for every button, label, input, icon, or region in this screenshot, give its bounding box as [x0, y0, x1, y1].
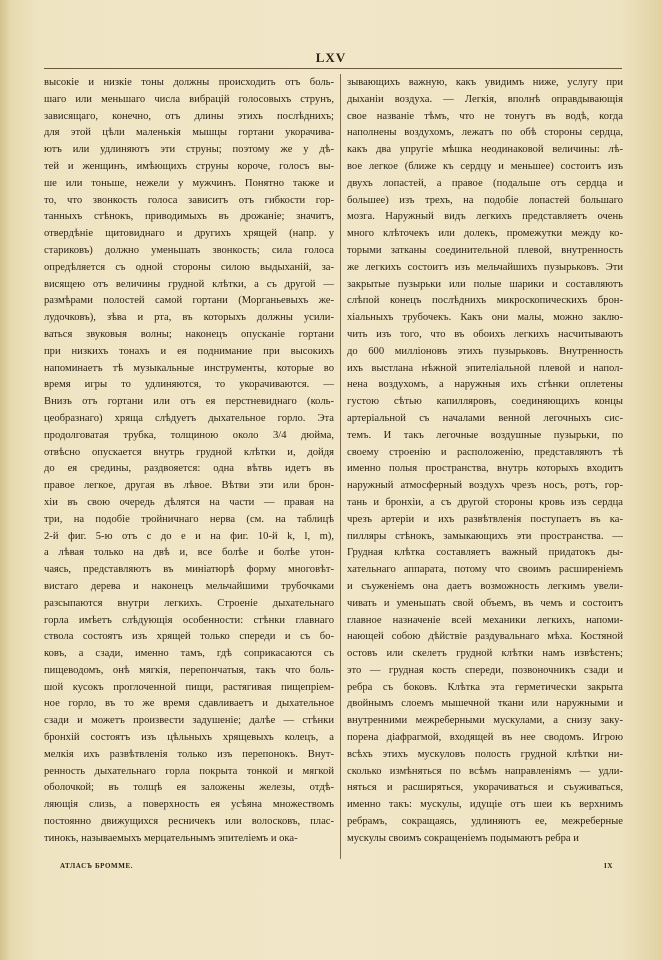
text-line: то, что звонкость голоса зависитъ отъ гибкости гор-: [44, 194, 334, 206]
text-line: опредѣляется съ одной стороны силою выдыханій, за-: [44, 261, 334, 273]
text-line: всѣхъ этихъ мускуловъ полость грудной клѣтки ни-: [347, 748, 623, 760]
text-line: вое легкое (ближе къ сердцу и меньшее) состоитъ изъ: [347, 160, 623, 172]
text-line: висящею отъ величины грудной клѣтки, а съ другой —: [44, 278, 334, 290]
text-line: няться и расширяться, укорачиваться и съуживаться,: [347, 782, 623, 794]
text-line: ковъ, а сзади, именно тамъ, гдѣ соприкасаются съ: [44, 648, 334, 660]
text-line: главное назначеніе всей механики легкихъ, напоми-: [347, 614, 623, 626]
text-line: отвердѣніе щитовиднаго и другихъ хрящей (напр. у: [44, 228, 334, 240]
text-line: время игры то удлиняются, то укорачиваются. —: [44, 379, 334, 391]
text-line: нена воздухомъ, а наружныя ихъ стѣнки оплетены: [347, 379, 623, 391]
text-line: большее) изъ трехъ, на подобіе лопастей большаго: [347, 194, 623, 206]
text-line: мозга. Наружный видъ легкихъ представляетъ очень: [347, 211, 623, 223]
header-rule: [44, 68, 622, 69]
text-line: дыханіи воздуха. — Легкія, вполнѣ оправдывающія: [347, 93, 623, 105]
text-line: Внизъ отъ гортани или отъ ея перстневиднаго (коль-: [44, 396, 334, 408]
column-divider: [340, 74, 341, 859]
text-line: чить изъ того, что въ обоихъ легкихъ насчитываютъ: [347, 328, 623, 340]
text-line: зывающихъ важную, какъ увидимъ ниже, услугу при: [347, 77, 623, 88]
footer-sheet-number: IX: [604, 862, 613, 870]
text-line: остовъ или скелетъ грудной клѣтки намъ извѣстенъ;: [347, 648, 623, 660]
text-line: зависящаго, конечно, отъ длины этихъ послѣднихъ;: [44, 110, 334, 122]
text-line: же легкихъ состоитъ изъ мельчайшихъ пузырьковъ. Эти: [347, 261, 623, 273]
text-line: ребрамъ, сокращаясь, удлиняютъ ее, межреберные: [347, 816, 623, 828]
text-line: это — грудная кость спереди, позвоночникъ сзади и: [347, 664, 623, 676]
text-line: артеріальной съ началами венной легочныхъ сис-: [347, 412, 623, 424]
text-line: чаясь, представляютъ въ миніатюрѣ форму многовѣт-: [44, 564, 334, 576]
text-line: правое легкое, другая въ лѣвое. Вѣтви эти или брон-: [44, 480, 334, 492]
text-line: мелкія ихъ развѣтвленія только изъ перепонокъ. Внут-: [44, 748, 334, 760]
text-line: какъ два упругіе мѣшка неодинаковой величины: лѣ-: [347, 144, 623, 156]
text-line: пищеводомъ, онѣ мягкія, перепончатыя, такъ что боль-: [44, 664, 334, 676]
text-line: чивать и уменьшать свой объемъ, въ чемъ и состоитъ: [347, 597, 623, 609]
text-line: отвѣсно опускается внутрь грудной клѣтки и, дойдя: [44, 446, 334, 458]
text-line: 2-й фиг. 5-ю отъ с до е и на фиг. 10-й k, l, m),: [44, 530, 334, 542]
text-line: наполнены воздухомъ, лежатъ по обѣ стороны сердца,: [347, 127, 623, 139]
text-line: пилляры стѣнокъ, замыкающихъ эти пространства. —: [347, 530, 623, 542]
text-line: много клѣточекъ или долекъ, промежутки между ко-: [347, 228, 623, 240]
text-line: свое названіе тѣмъ, что не тонутъ въ водѣ, когда: [347, 110, 623, 122]
text-line: мускулы своимъ сокращеніемъ подымаютъ ребра и: [347, 832, 579, 844]
text-line: разсыпаются внутри легкихъ. Строеніе дыхательнаго: [44, 597, 334, 609]
text-line: напоминаетъ тѣ музыкальные инструменты, которые во: [44, 362, 334, 374]
text-line: тинокъ, называемыхъ мерцательнымъ эпителіемъ и ока-: [44, 832, 298, 844]
text-line: до ея средины, раздвояется: одна вѣтвь идетъ въ: [44, 463, 334, 475]
text-line: при низкихъ тонахъ и ея поднимание при высокихъ: [44, 345, 334, 357]
text-line: своему строенію и расположенію, представляютъ тѣ: [347, 446, 623, 458]
text-line: горла имѣетъ слѣдующія особенности: стѣнки главнаго: [44, 614, 334, 626]
text-line: шаго или меньшаго числа вибрацій голосовыхъ струнъ,: [44, 93, 334, 105]
text-line: чрезъ артеріи и ихъ развѣтвленія поступаетъ въ ка-: [347, 513, 623, 525]
text-line: хательнаго аппарата, потому что своимъ расширеніемъ: [347, 564, 623, 576]
text-line: а лѣвая только на двѣ и, все болѣе и болѣе утон-: [44, 547, 334, 559]
page-binding-shadow: [0, 0, 10, 960]
text-line: густою сѣтью капилляровъ, соединяющихъ концы: [347, 396, 623, 408]
text-line: ваться звуковыя волны; наконецъ опусканіе гортани: [44, 328, 334, 340]
text-line: ребра съ боковъ. Клѣтка эта герметически закрыта: [347, 681, 623, 693]
text-line: порена діафрагмой, входящей въ нее сводомъ. Игрою: [347, 732, 623, 744]
text-line: ренность дыхательнаго горла покрыта тонкой и мягкой: [44, 765, 334, 777]
text-line: нающей собою дѣйствіе раздувальнаго мѣха. Костяной: [347, 631, 623, 643]
text-line: именно такъ: мускулы, идущіе отъ шеи къ верхнимъ: [347, 799, 623, 811]
text-line: ютъ или удлиняютъ эти струны; поэтому же у дѣ-: [44, 144, 334, 156]
text-line: слѣпой конецъ послѣднихъ микроскопическихъ брон-: [347, 295, 623, 307]
text-line: вистаго дерева и наконецъ мельчайшими трубочками: [44, 580, 334, 592]
text-line: внутренними межреберными мускулами, а снизу заку-: [347, 715, 623, 727]
text-line: сзади и можетъ произвести задушеніе; далѣе — стѣнки: [44, 715, 334, 727]
text-line: размѣрами полостей самой гортани (Морганьевыхъ же-: [44, 295, 334, 307]
text-line: хіальныхъ трубочекъ. Какъ они малы, можно заклю-: [347, 312, 623, 324]
text-line: до 600 милліоновъ этихъ пузырьковъ. Внутренность: [347, 345, 623, 357]
text-line: именно полыя пространства, внутрь которыхъ входитъ: [347, 463, 623, 475]
text-line: высокіе и низкіе тоны должны происходить отъ боль-: [44, 77, 334, 88]
text-line: шой кусокъ проглоченной пищи, растягивая пищепріем-: [44, 681, 334, 693]
text-line: ляющія слизь, а поверхность ея усѣяна множествомъ: [44, 799, 334, 811]
text-line: постоянно движущихся ресничекъ или волосковъ, плас-: [44, 816, 334, 828]
text-line: ше или тоньше, нежели у мужчинъ. Понятно также и: [44, 177, 334, 189]
footer-signature: АТЛАСЪ БРОММЕ.: [60, 862, 134, 870]
text-line: наружный атмосферный воздухъ чрезъ носъ, ротъ, гор-: [347, 480, 623, 492]
text-line: танныхъ стѣнокъ, приводимыхъ въ дрожаніе; значитъ,: [44, 211, 334, 223]
text-line: ихъ выстлана нѣжной эпителіальной плевой и напол-: [347, 362, 623, 374]
text-line: ствола состоятъ изъ хрящей только спереди и съ бо-: [44, 631, 334, 643]
text-line: Грудная клѣтка составляетъ важный придатокъ ды-: [347, 547, 623, 559]
text-line: тей и женщинъ, имѣющихъ струны короче, голосъ вы-: [44, 160, 334, 172]
text-line: темъ. И такъ легочные воздушные пузырьки, по: [347, 429, 623, 441]
text-line: три, на подобіе тройничнаго нерва (см. на таблицѣ: [44, 513, 334, 525]
text-line: бронхій состоятъ изъ цѣльныхъ хрящевыхъ колецъ, а: [44, 732, 334, 744]
text-line: торыми затканы соединительной плевой, внутренность: [347, 244, 623, 256]
text-line: хіи въ свою очередь дѣлятся на части — правая на: [44, 496, 334, 508]
text-line: для этой цѣли маленькія мышцы гортани укорачива-: [44, 127, 334, 139]
right-text-column: [347, 75, 623, 848]
text-line: стариковъ) должно уменьшать звонкость; сила голоса: [44, 244, 334, 256]
text-line: тань и бронхіи, а съ другой стороны кровь изъ сердца: [347, 496, 623, 508]
text-line: ное горло, въ то же время сдавливаетъ и дыхательное: [44, 698, 334, 710]
page-number: LXV: [315, 50, 347, 65]
text-line: цеобразнаго) хряща слѣдуетъ дыхательное горло. Эта: [44, 412, 334, 424]
text-line: продолговатая трубка, толщиною около 3/4 дюйма,: [44, 429, 334, 441]
text-line: лудочковъ), зѣва и рта, въ которыхъ должны усили-: [44, 312, 334, 324]
text-line: и съуженіемъ она даетъ возможность легкимъ увели-: [347, 580, 623, 592]
text-line: двойнымъ слоемъ мышечной ткани или наружными и: [347, 698, 623, 710]
text-line: закрытые пузырьки или полые шарики и составляютъ: [347, 278, 623, 290]
left-text-column: [44, 75, 334, 848]
text-line: оболочкой; въ толщѣ ея заложены железы, отдѣ-: [44, 782, 334, 794]
text-line: сколько измѣняться по всѣмъ направленіямъ — удли-: [347, 765, 623, 777]
text-line: двухъ лопастей, а правое (подальше отъ сердца и: [347, 177, 623, 189]
